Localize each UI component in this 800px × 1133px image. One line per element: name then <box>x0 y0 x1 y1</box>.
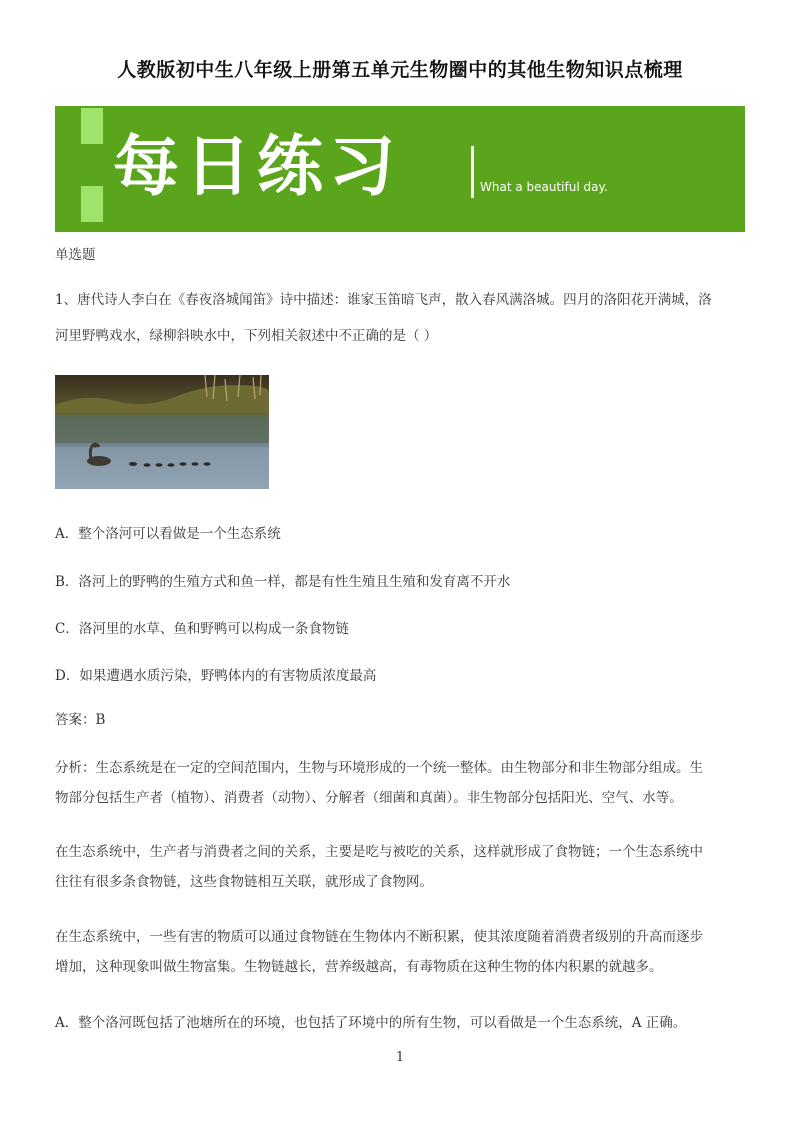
option-a: A．整个洛河可以看做是一个生态系统 <box>55 526 281 542</box>
option-c: C．洛河里的水草、鱼和野鸭可以构成一条食物链 <box>55 621 349 637</box>
analysis-paragraph-1-line-2: 物部分包括生产者（植物）、消费者（动物）、分解者（细菌和真菌）。非生物部分包括阳光、空气、水等。 <box>55 790 683 806</box>
analysis-paragraph-1-line-1: 分析：生态系统是在一定的空间范围内，生物与环境形成的一个统一整体。由生物部分和非生物部分组成。生 <box>55 760 703 776</box>
answer: 答案：B <box>55 712 106 728</box>
option-b: B．洛河上的野鸭的生殖方式和鱼一样，都是有性生殖且生殖和发育离不开水 <box>55 574 511 590</box>
analysis-paragraph-2 <box>55 837 745 897</box>
section-label: 单选题 <box>55 247 96 263</box>
analysis-paragraph-3-line-1: 在生态系统中，一些有害的物质可以通过食物链在生物体内不断积累，使其浓度随着消费者级别的升高而逐步 <box>55 929 703 945</box>
question-stem-line-2: 河里野鸭戏水，绿柳斜映水中，下列相关叙述中不正确的是（ ） <box>55 328 438 344</box>
analysis-paragraph-2-line-2: 往往有很多条食物链，这些食物链相互关联，就形成了食物网。 <box>55 874 433 890</box>
river-ducks-photo <box>55 375 269 489</box>
banner-slogan: What a beautiful day. <box>480 180 608 194</box>
banner-heading: 每日练习 <box>113 128 401 205</box>
banner-divider <box>471 146 474 198</box>
daily-practice-banner <box>55 106 745 232</box>
banner-accent-square-bottom <box>81 186 103 222</box>
question-stem-line-1: 1、唐代诗人李白在《春夜洛城闻笛》诗中描述：谁家玉笛暗飞声，散入春风满洛城。四月的洛阳花开满城，洛 <box>55 292 712 308</box>
analysis-paragraph-3-line-2: 增加，这种现象叫做生物富集。生物链越长，营养级越高，有毒物质在这种生物的体内积累的就越多。 <box>55 959 663 975</box>
page-number: 1 <box>395 1050 405 1065</box>
analysis-paragraph-2-line-1: 在生态系统中，生产者与消费者之间的关系，主要是吃与被吃的关系，这样就形成了食物链；一个生态系统中 <box>55 844 703 860</box>
banner-accent-square-top <box>81 108 103 144</box>
analysis-paragraph-1 <box>55 753 745 813</box>
page-title: 人教版初中生八年级上册第五单元生物圈中的其他生物知识点梳理 <box>117 59 683 81</box>
analysis-paragraph-3 <box>55 922 745 982</box>
option-d: D．如果遭遇水质污染，野鸭体内的有害物质浓度最高 <box>55 668 377 684</box>
option-a-explanation: A．整个洛河既包括了池塘所在的环境，也包括了环境中的所有生物，可以看做是一个生态系统，A 正确。 <box>55 1015 687 1031</box>
